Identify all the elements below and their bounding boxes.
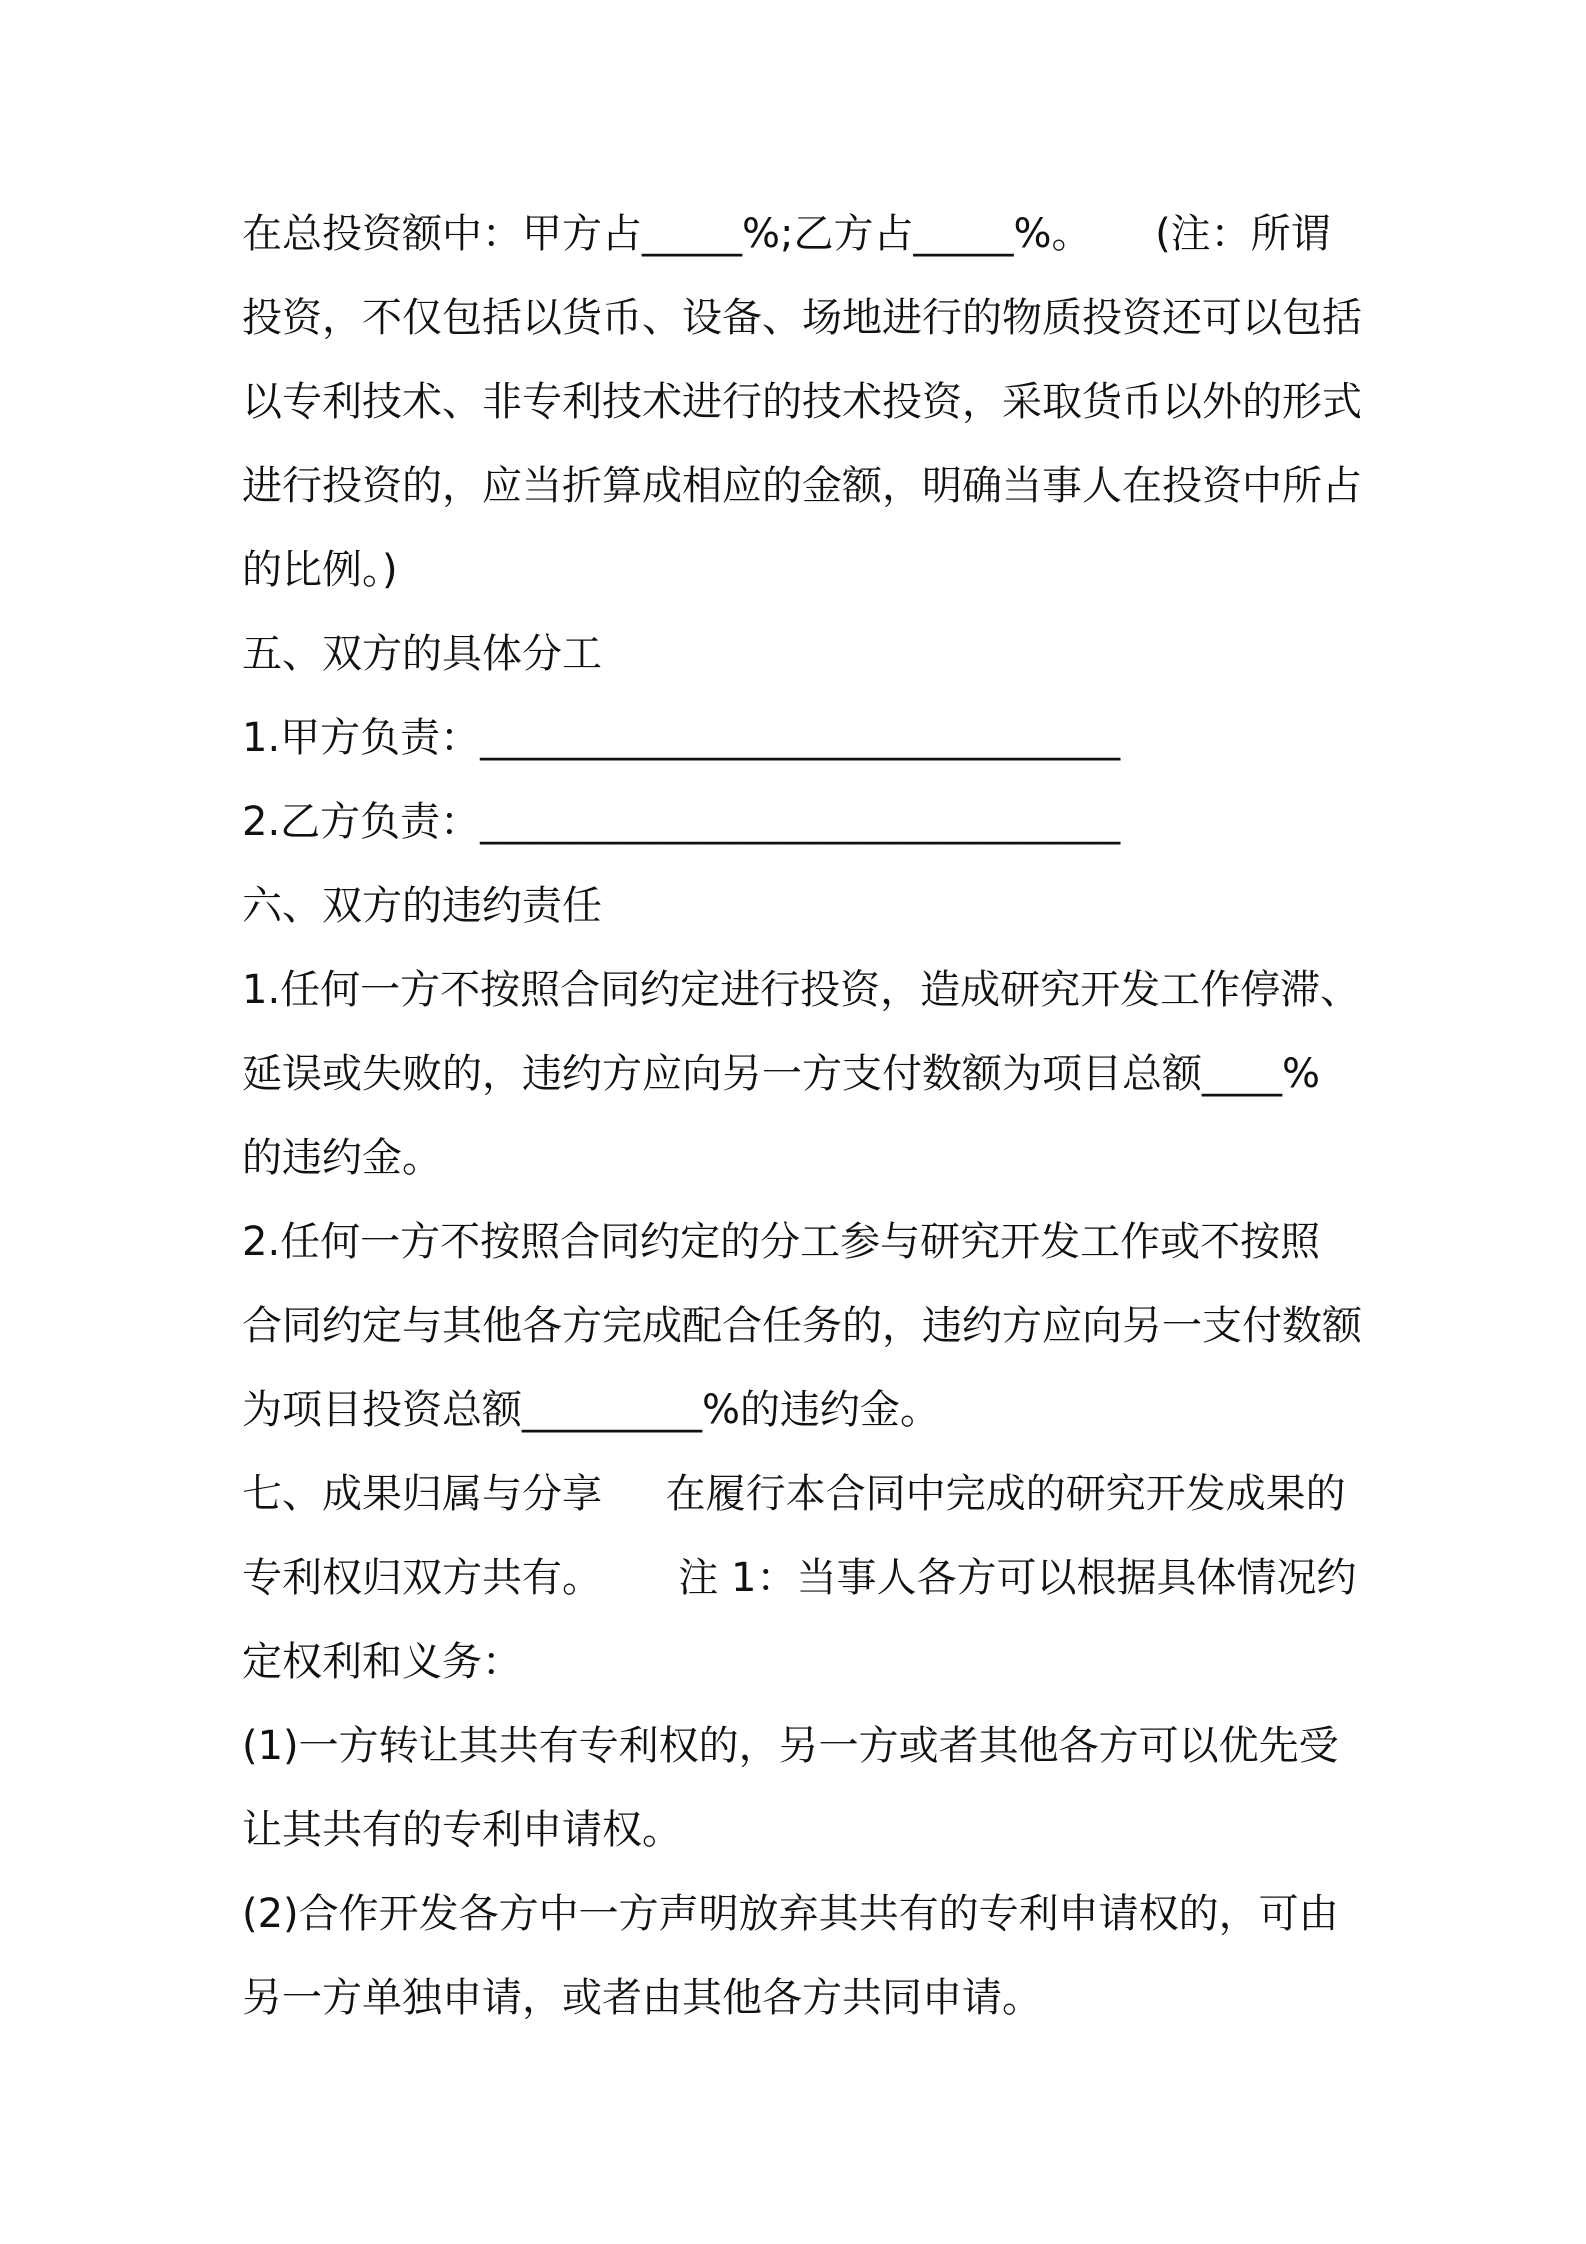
text-line: 进行投资的，应当折算成相应的金额，明确当事人在投资中所占 xyxy=(242,463,1362,509)
text-line: (2)合作开发各方中一方声明放弃其共有的专利申请权的，可由 xyxy=(242,1891,1339,1937)
text-line: 定权利和义务： xyxy=(242,1639,522,1685)
text-line: 合同约定与其他各方完成配合任务的，违约方应向另一支付数额 xyxy=(242,1303,1362,1349)
text-line: 的违约金。 xyxy=(242,1135,442,1181)
text-line: 在总投资额中：甲方占_____%;乙方占_____%。 (注：所谓 xyxy=(242,211,1331,257)
document-body xyxy=(242,192,1362,2040)
party-a-duty-line: 1.甲方负责：________________________________ xyxy=(242,715,1121,761)
text-line: 让其共有的专利申请权。 xyxy=(242,1807,682,1853)
section-heading-seven: 七、成果归属与分享 在履行本合同中完成的研究开发成果的 xyxy=(242,1471,1346,1517)
text-line: 的比例。) xyxy=(242,547,398,593)
text-line: 2.任何一方不按照合同约定的分工参与研究开发工作或不按照 xyxy=(242,1219,1321,1265)
party-b-duty-line: 2.乙方负责：________________________________ xyxy=(242,799,1121,845)
text-line: 以专利技术、非专利技术进行的技术投资，采取货币以外的形式 xyxy=(242,379,1362,425)
text-line: 专利权归双方共有。 注 1：当事人各方可以根据具体情况约 xyxy=(242,1555,1357,1601)
text-line: 另一方单独申请，或者由其他各方共同申请。 xyxy=(242,1975,1042,2021)
text-line: 延误或失败的，违约方应向另一方支付数额为项目总额____% xyxy=(242,1051,1321,1097)
text-line: 为项目投资总额_________%的违约金。 xyxy=(242,1387,941,1433)
section-heading-six: 六、双方的违约责任 xyxy=(242,883,602,929)
text-line: 投资，不仅包括以货币、设备、场地进行的物质投资还可以包括 xyxy=(242,295,1362,341)
section-heading-five: 五、双方的具体分工 xyxy=(242,631,602,677)
text-line: 1.任何一方不按照合同约定进行投资，造成研究开发工作停滞、 xyxy=(242,967,1361,1013)
text-line: (1)一方转让其共有专利权的，另一方或者其他各方可以优先受 xyxy=(242,1723,1339,1769)
